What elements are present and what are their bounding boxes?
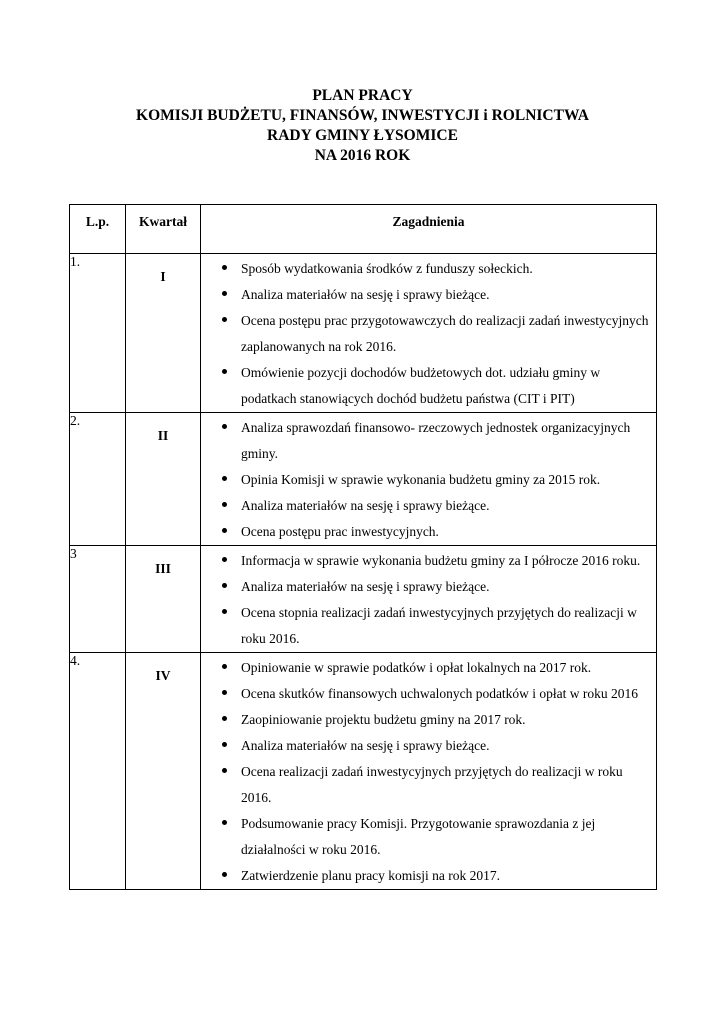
quarter-cell: [126, 546, 201, 653]
bullet-icon: [217, 308, 231, 334]
table-body: [70, 254, 657, 890]
bullet-icon: [217, 574, 231, 600]
topics-list: [201, 254, 656, 412]
title-line-4: NA 2016 ROK: [314, 147, 411, 164]
quarter-cell: [126, 254, 201, 413]
list-item: [217, 256, 650, 282]
list-item-text: Ocena stopnia realizacji zadań inwestycyjnych przyjętych do realizacji w roku 2016.: [241, 605, 637, 646]
list-item-text: Analiza materiałów na sesję i sprawy bieżące.: [241, 738, 490, 753]
topics-cell: [201, 413, 657, 546]
bullet-icon: [217, 600, 231, 626]
bullet-icon: [217, 811, 231, 837]
list-item-text: Zaopiniowanie projektu budżetu gminy na 2017 rok.: [241, 712, 526, 727]
list-item: [217, 360, 650, 412]
list-item-text: Podsumowanie pracy Komisji. Przygotowanie sprawozdania z jej działalności w roku 2016.: [241, 816, 596, 857]
list-item: [217, 415, 650, 467]
bullet-icon: [217, 467, 231, 493]
bullet-icon: [217, 681, 231, 707]
table-row: [70, 546, 657, 653]
list-item: [217, 655, 650, 681]
list-item: [217, 759, 650, 811]
list-item-text: Ocena realizacji zadań inwestycyjnych przyjętych do realizacji w roku 2016.: [241, 764, 623, 805]
title-line-1: PLAN PRACY: [312, 87, 413, 104]
row-number-cell: 4.: [70, 653, 126, 890]
quarter-cell: [126, 653, 201, 890]
bullet-icon: [217, 415, 231, 441]
quarter-label: II: [157, 428, 169, 443]
list-item: [217, 681, 650, 707]
title-line-3: RADY GMINY ŁYSOMICE: [267, 127, 458, 144]
table-row: [70, 254, 657, 413]
table-row: [70, 413, 657, 546]
bullet-icon: [217, 282, 231, 308]
document-title: [0, 86, 725, 166]
list-item-text: Ocena skutków finansowych uchwalonych podatków i opłat w roku 2016: [241, 686, 639, 701]
list-item: [217, 811, 650, 863]
title-line-2: KOMISJI BUDŻETU, FINANSÓW, INWESTYCJI i ROLNICTWA: [136, 107, 589, 124]
list-item: [217, 733, 650, 759]
quarter-label: III: [155, 561, 171, 576]
topics-list: [201, 653, 656, 889]
table-row: [70, 653, 657, 890]
table-header-row: [70, 205, 657, 254]
quarter-cell: [126, 413, 201, 546]
list-item: [217, 282, 650, 308]
bullet-icon: [217, 733, 231, 759]
row-number-cell: 3: [70, 546, 126, 653]
list-item: [217, 308, 650, 360]
row-number-cell: 2.: [70, 413, 126, 546]
list-item-text: Analiza materiałów na sesję i sprawy bieżące.: [241, 579, 490, 594]
list-item-text: Ocena postępu prac inwestycyjnych.: [241, 524, 439, 539]
topics-list: [201, 546, 656, 652]
list-item-text: Omówienie pozycji dochodów budżetowych dot. udziału gminy w podatkach stanowiących dochód budżetu państwa (CIT i PIT): [241, 365, 601, 406]
list-item-text: Informacja w sprawie wykonania budżetu gminy za I półrocze 2016 roku.: [241, 553, 641, 568]
bullet-icon: [217, 759, 231, 785]
bullet-icon: [217, 256, 231, 282]
bullet-icon: [217, 493, 231, 519]
list-item: [217, 707, 650, 733]
row-number-cell: 1.: [70, 254, 126, 413]
work-plan-table: [69, 204, 657, 890]
list-item-text: Analiza sprawozdań finansowo- rzeczowych jednostek organizacyjnych gminy.: [241, 420, 631, 461]
list-item-text: Ocena postępu prac przygotowawczych do realizacji zadań inwestycyjnych zaplanowanych na rok 2016.: [241, 313, 649, 354]
bullet-icon: [217, 707, 231, 733]
header-topics: Zagadnienia: [201, 205, 657, 254]
bullet-icon: [217, 519, 231, 545]
topics-cell: [201, 653, 657, 890]
topics-cell: [201, 254, 657, 413]
list-item-text: Sposób wydatkowania środków z funduszy sołeckich.: [241, 261, 533, 276]
bullet-icon: [217, 863, 231, 889]
header-lp: L.p.: [70, 205, 126, 254]
header-quarter: Kwartał: [126, 205, 201, 254]
list-item: [217, 600, 650, 652]
list-item: [217, 467, 650, 493]
bullet-icon: [217, 360, 231, 386]
list-item-text: Analiza materiałów na sesję i sprawy bieżące.: [241, 287, 490, 302]
list-item: [217, 519, 650, 545]
list-item: [217, 548, 650, 574]
list-item-text: Zatwierdzenie planu pracy komisji na rok 2017.: [241, 868, 501, 883]
topics-list: [201, 413, 656, 545]
quarter-label: IV: [155, 668, 171, 683]
list-item-text: Opiniowanie w sprawie podatków i opłat lokalnych na 2017 rok.: [241, 660, 592, 675]
topics-cell: [201, 546, 657, 653]
list-item: [217, 574, 650, 600]
list-item-text: Analiza materiałów na sesję i sprawy bieżące.: [241, 498, 490, 513]
bullet-icon: [217, 655, 231, 681]
bullet-icon: [217, 548, 231, 574]
list-item-text: Opinia Komisji w sprawie wykonania budżetu gminy za 2015 rok.: [241, 472, 601, 487]
list-item: [217, 493, 650, 519]
list-item: [217, 863, 650, 889]
quarter-label: I: [160, 269, 166, 284]
